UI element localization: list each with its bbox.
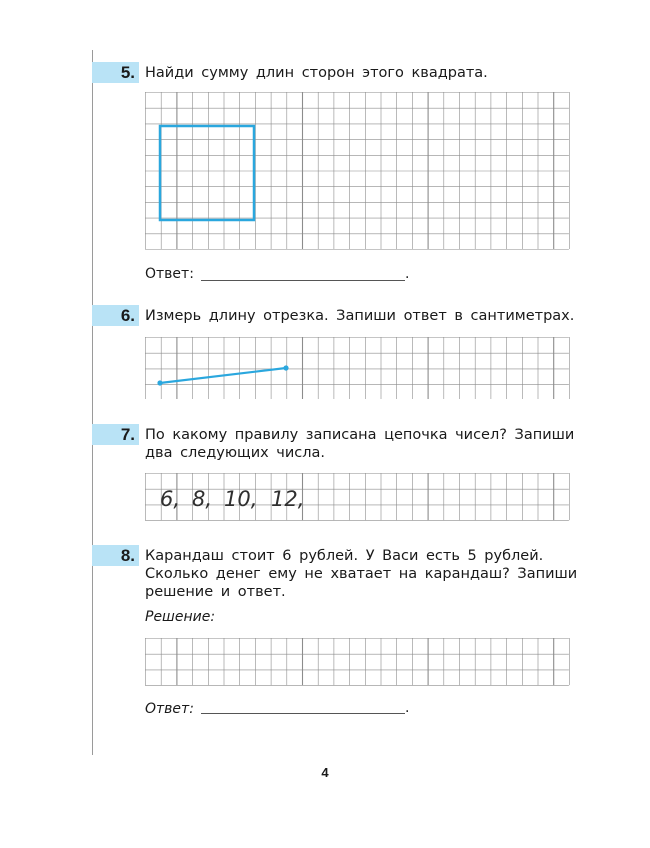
answer-label: Ответ:: [145, 701, 194, 717]
segment-end-point: [283, 365, 288, 370]
grid-lines: [145, 337, 569, 399]
solution-grid[interactable]: [145, 638, 570, 686]
task-text-line-2: Сколько денег ему не хватает на карандаш? Запиши: [145, 566, 578, 582]
answer-field[interactable]: [201, 713, 405, 714]
answer-field[interactable]: [201, 280, 405, 281]
task-number: 6.: [92, 305, 139, 326]
segment-grid: [145, 337, 570, 399]
sequence-number: 8,: [192, 487, 213, 511]
answer-period: .: [405, 266, 410, 282]
page-number: 4: [321, 765, 329, 780]
segment-line: [160, 368, 286, 383]
task-text-line-1: По какому правилу записана цепочка чисел? Запиши: [145, 427, 575, 443]
square-grid: [145, 92, 570, 252]
task-text: Измерь длину отрезка. Запиши ответ в сантиметрах.: [145, 308, 575, 324]
sequence-number: 12,: [271, 487, 305, 511]
task-number: 5.: [92, 62, 139, 83]
task-text-line-3: решение и ответ.: [145, 584, 286, 600]
task-number: 7.: [92, 424, 139, 445]
grid-lines: [145, 638, 569, 686]
margin-line: [92, 50, 93, 755]
answer-label: Ответ:: [145, 266, 194, 282]
segment-start-point: [157, 380, 162, 385]
sequence-number: 6,: [160, 487, 181, 511]
task-text-line-1: Карандаш стоит 6 рублей. У Васи есть 5 рублей.: [145, 548, 544, 564]
task-number: 8.: [92, 545, 139, 566]
sequence-grid: [145, 473, 570, 521]
solution-label: Решение:: [145, 609, 216, 625]
answer-period: .: [405, 700, 410, 716]
sequence-number: 10,: [224, 487, 258, 511]
task-text-line-2: два следующих числа.: [145, 445, 326, 461]
grid-lines: [145, 92, 569, 250]
task-text: Найди сумму длин сторон этого квадрата.: [145, 65, 488, 81]
